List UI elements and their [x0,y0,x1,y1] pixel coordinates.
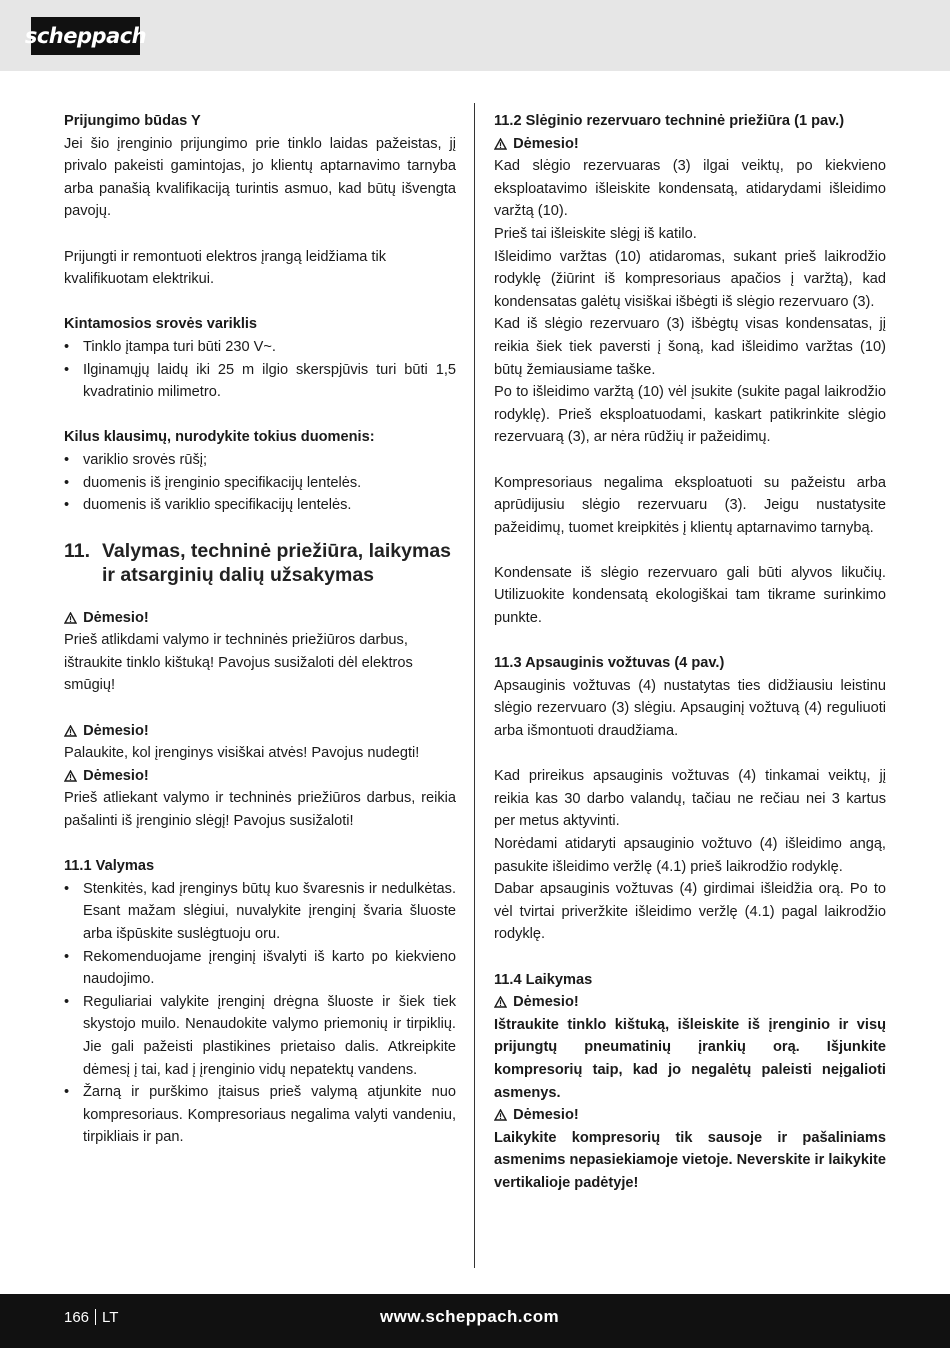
electrician-text: Prijungti ir remontuoti elektros įrangą leidžiama tik kvalifikuotam elektrikui. [64,248,387,288]
storage-p2: Laikykite kompresorių tik sausoje ir pašaliniams asmenims nepasiekiamoje vietoje. Neverskite ir laikykite vertikalioje padėtyje! [494,1129,886,1191]
warning-heading [494,991,886,1014]
warning-triangle-icon [494,1104,509,1127]
warning1-text: Prieš atlikdami valymo ir techninės priežiūros darbus, ištraukite tinklo kištuką! Pavojus susižaloti dėl elektros smūgių! [64,632,413,694]
warning3-text: Prieš atliekant valymo ir techninės priežiūros darbus, reikia pašalinti iš įrenginio slėgį! Pavojus susižaloti! [64,790,456,830]
tank-p6: Kompresoriaus negalima eksploatuoti su pažeistu arba aprūdijusiu slėgio rezervuaru (3). Jeigu nustatysite pažeidimų, tuomet kreipkitės į klientų aptarnavimo tarnybą. [494,474,886,536]
storage-title: 11.4 Laikymas [494,971,593,988]
ac-motor-title: Kintamosios srovės variklis [64,316,258,333]
header-band [0,0,950,71]
cleaning-title: 11.1 Valymas [64,858,155,875]
language-code: LT [102,1309,119,1326]
connection-text: Jei šio įrenginio prijungimo prie tinklo laidas pažeistas, jį privalo pakeisti gamintojas, jo klientų aptarnavimo tarnyba arba panašią kvalifikaciją turintis asmuo, kad būtų išvengta pavojų. [64,135,456,220]
section-heading [64,539,456,587]
section-number: 11. [64,539,91,562]
warning-label: Dėmesio! [513,994,579,1011]
list-item: • Rekomenduojame įrenginį išvalyti iš karto po kiekvieno naudojimo. [64,946,456,991]
website-link[interactable]: www.scheppach.com [380,1307,560,1326]
page-indicator [64,1309,118,1326]
warning-label: Dėmesio! [513,135,579,152]
tank-p1: Kad slėgio rezervuaras (3) ilgai veiktų, po kiekvieno eksploatavimo išleiskite kondensatą, atidarydami išleidimo varžtą (10). [494,158,886,220]
footer [0,1294,950,1348]
warning-heading [494,1104,886,1127]
tank-p3: Išleidimo varžtas (10) atidaromas, sukant prieš laikrodžio rodyklę (žiūrint iš kompresoriaus apačios į varžtą), kad kondensatas galėtų visiškai išbėgti iš slėgio rezervuaro (3). [494,248,886,310]
tank-title: 11.2 Slėginio rezervuaro techninė priežiūra (1 pav.) [494,113,845,129]
valve-p4: Dabar apsauginis vožtuvas (4) girdimai išleidžia orą. Po to vėl tvirtai priveržkite išleidimo veržlę (4.1) pagal laikrodžio rodyklę. [494,881,886,943]
tank-p5: Po to išleidimo varžtą (10) vėl įsukite (sukite pagal laikrodžio rodyklę). Prieš eksploatuodami, kaskart patikrinkite slėgio rezervuarą (3), ar nėra rūdžių ir pažeidimų. [494,384,886,446]
valve-p1: Apsauginis vožtuvas (4) nustatytas ties didžiausiu leistinu slėgio rezervuaro (3) slėgiu. Apsauginį vožtuvą (4) reguliuoti arba išmontuoti draudžiama. [494,677,886,740]
warning-heading [494,133,886,156]
warning-label: Dėmesio! [513,1107,579,1124]
warning-triangle-icon [494,133,509,156]
list-item: • Tinklo įtampa turi būti 230 V~. [64,336,456,359]
valve-p2: Kad prireikus apsauginis vožtuvas (4) tinkamai veiktų, jį reikia kas 30 darbo valandų, tačiau ne rečiau nei 3 kartus per metus aktyvinti. [494,768,886,830]
tank-p4: Kad iš slėgio rezervuaro (3) išbėgtų visas kondensatas, jį reikia šiek tiek paversti į šoną, kad išleidimo varžtas (10) būtų žemiausiame taške. [494,316,886,378]
list-item: • Reguliariai valykite įrenginį drėgna šluoste ir šiek tiek skystojo muilo. Nenaudokite valymo priemonių ir tirpiklių. Jie gali pažeisti plastikines prietaiso dalis. Atkreipkite dėmesį į tai, kad į įrenginio vidų nepatektų vandens. [64,991,456,1081]
questions-list [64,449,456,517]
warning-heading [64,607,456,630]
warning-heading [64,720,456,743]
warning-heading [64,765,456,788]
section-title: Valymas, techninė priežiūra, laikymas ir atsarginių dalių užsakymas [102,539,452,586]
cleaning-list [64,878,456,1149]
questions-title: Kilus klausimų, nurodykite tokius duomenis: [64,429,375,446]
ac-motor-list [64,336,456,404]
list-item: • Ilginamųjų laidų iki 25 m ilgio skerspjūvis turi būti 1,5 kvadratinio milimetro. [64,359,456,404]
tank-p7: Kondensate iš slėgio rezervuaro gali būti alyvos likučių. Utilizuokite kondensatą ekologiškai tam tikrame surinkimo punkte. [494,564,886,627]
warning-triangle-icon [64,607,79,630]
warning-triangle-icon [64,765,79,788]
list-item: • duomenis iš įrenginio specifikacijų lentelės. [64,472,456,495]
list-item: • duomenis iš variklio specifikacijų lentelės. [64,494,456,517]
page-number: 166 [64,1309,90,1326]
valve-p3: Norėdami atidaryti apsauginio vožtuvo (4) išleidimo angą, pasukite išleidimo veržlę (4.1) prieš laikrodžio rodyklę. [494,836,886,875]
valve-title: 11.3 Apsauginis vožtuvas (4 pav.) [494,655,725,672]
connection-title: Prijungimo būdas Y [64,113,201,129]
warning-triangle-icon [494,991,509,1014]
warning-label: Dėmesio! [83,767,149,784]
list-item: • Žarną ir purškimo įtaisus prieš valymą atjunkite nuo kompresoriaus. Kompresoriaus negalima valyti vandeniu, tirpikliais ir pan. [64,1081,456,1149]
warning-label: Dėmesio! [83,609,149,626]
warning-label: Dėmesio! [83,722,149,739]
storage-p1: Ištraukite tinklo kištuką, išleiskite iš įrenginio ir visų prijungtų pneumatinių įrankių orą. Išjunkite kompresorių taip, kad jo negalėtų paleisti neįgalioti asmenys. [494,1016,886,1101]
brand-logo: scheppach [31,17,140,55]
list-item: • variklio srovės rūšį; [64,449,456,472]
warning2-text: Palaukite, kol įrenginys visiškai atvės! Pavojus nudegti! [64,745,420,762]
column-divider [474,103,475,1268]
warning-triangle-icon [64,720,79,743]
right-column [494,110,886,1195]
tank-p2: Prieš tai išleiskite slėgį iš katilo. [494,225,697,242]
list-item: • Stenkitės, kad įrenginys būtų kuo švaresnis ir nedulkėtas. Esant mažam slėgiui, nuvalykite įrenginį švaria šluoste arba išpūskite suslėgtuoju oru. [64,878,456,946]
left-column [64,110,456,1149]
